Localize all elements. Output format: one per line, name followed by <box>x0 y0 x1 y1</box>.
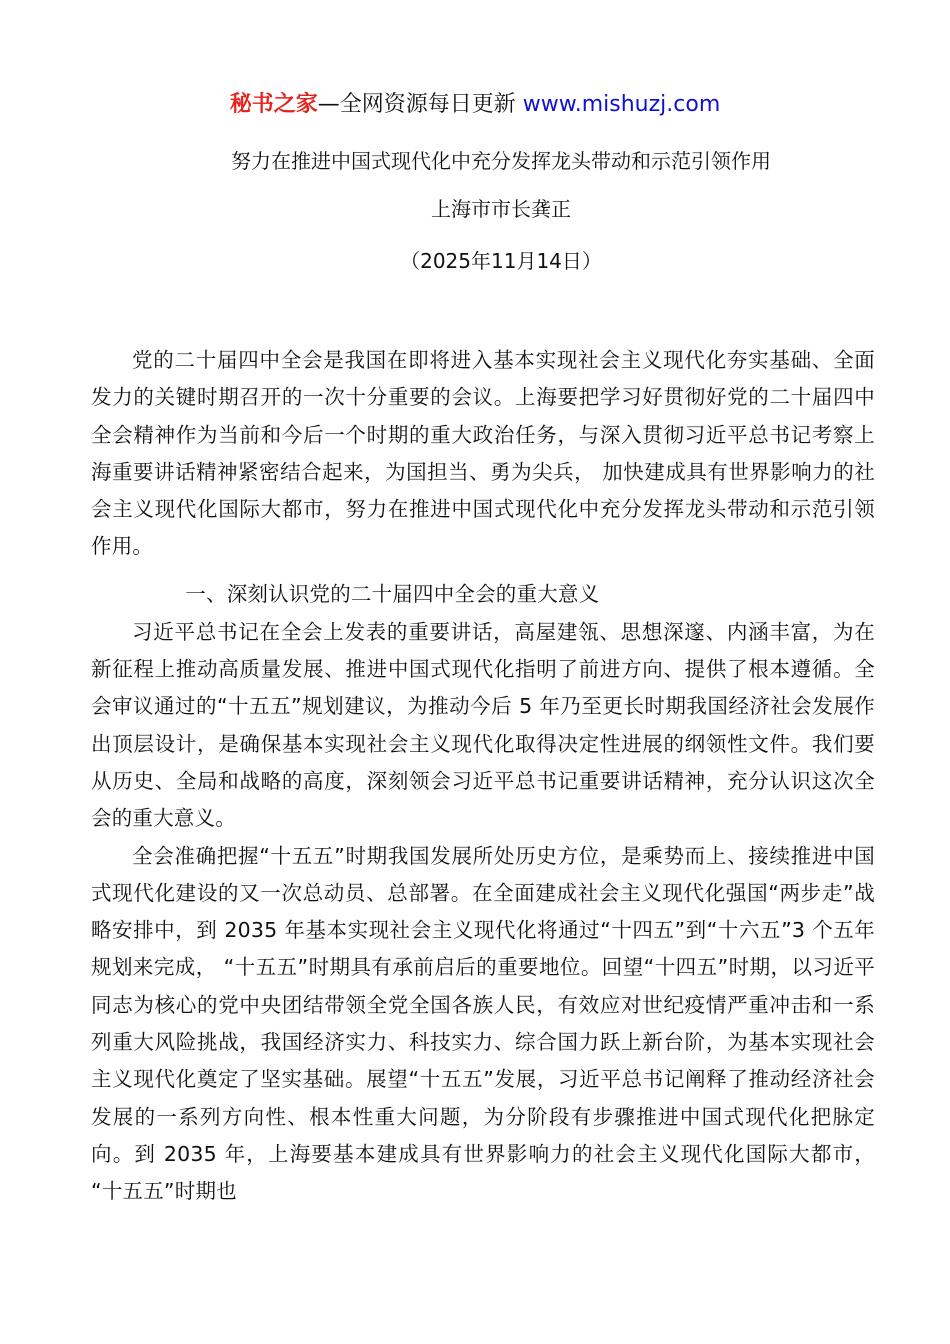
section-heading: 一、深刻认识党的二十届四中全会的重大意义 <box>185 581 600 606</box>
site-banner <box>0 88 950 122</box>
document-date: （2025年11月14日） <box>400 249 602 273</box>
site-link[interactable]: www.mishuzj.com <box>522 92 721 117</box>
section-paragraph: 习近平总书记在全会上发表的重要讲话，高屋建瓴、思想深邃、内涵丰富，为在新征程上推动高质量发展、推进中国式现代化指明了前进方向、提供了根本遵循。全会审议通过的“十五五”规划建议，为推动今后 5 年乃至更长时期我国经济社会发展作出顶层设计，是确保基本实现社会主义现代化取得决定性进展的纲领性文件。我们要从历史、全局和战略的高度，深刻领会习近平总书记重要讲话精神，充分认识这次全会的重大意义。 <box>91 619 875 831</box>
intro-paragraph: 党的二十届四中全会是我国在即将进入基本实现社会主义现代化夯实基础、全面发力的关键时期召开的一次十分重要的会议。上海要把学习好贯彻好党的二十届四中全会精神作为当前和今后一个时期的重大政治任务，与深入贯彻习近平总书记考察上海重要讲话精神紧密结合起来，为国担当、勇为尖兵， 加快建成具有世界影响力的社会主义现代化国际大都市，努力在推进中国式现代化中充分发挥龙头带动和示范引领作用。 <box>91 348 875 559</box>
section-paragraph: 全会准确把握“十五五”时期我国发展所处历史方位，是乘势而上、接续推进中国式现代化建设的又一次总动员、总部署。在全面建成社会主义现代化强国“两步走”战略安排中，到 2035 年基本实现社会主义现代化将通过“十四五”到“十六五”3 个五年规划来完成， “十五五”时期具有承前启后的重要地位。回望“十四五”时期，以习近平同志为核心的党中央团结带领全党全国各族人民，有效应对世纪疫情严重冲击和一系列重大风险挑战，我国经济实力、科技实力、综合国力跃上新台阶，为基本实现社会主义现代化奠定了坚实基础。展望“十五五”发展，习近平总书记阐释了推动经济社会发展的一系列方向性、根本性重大问题，为分阶段有步骤推进中国式现代化把脉定向。到 2035 年，上海要基本建成具有世界影响力的社会主义现代化国际大都市， “十五五”时期也 <box>91 843 875 1204</box>
document-author: 上海市市长龚正 <box>431 197 571 221</box>
brand-name: 秘书之家 <box>229 92 318 117</box>
document-title: 努力在推进中国式现代化中充分发挥龙头带动和示范引领作用 <box>231 149 771 173</box>
document-body <box>91 342 875 1211</box>
banner-tagline: —全网资源每日更新 <box>317 92 516 117</box>
